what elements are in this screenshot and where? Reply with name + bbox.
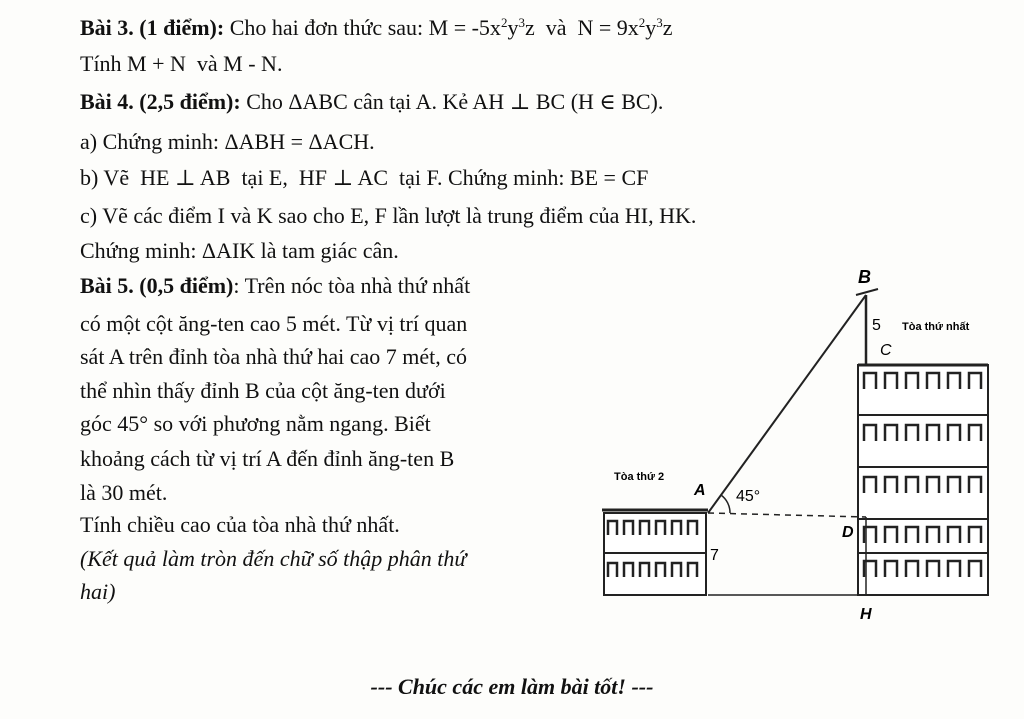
label-d: D [842, 524, 854, 541]
bai4-part-c2: Chứng minh: ΔAIK là tam giác cân. [80, 238, 399, 263]
bai3-and: và [534, 15, 578, 40]
bai5-line-0: Bài 5. (0,5 điểm): Trên nóc tòa nhà thứ nhất [80, 273, 471, 298]
bai5-line-6: là 30 mét. [80, 480, 168, 505]
bai4-text: Cho ΔABC cân tại A. Kẻ AH ⊥ BC (H ∈ BC). [240, 89, 664, 114]
bai4-heading-line [80, 88, 663, 116]
label-c: C [880, 342, 892, 359]
label-a: A [694, 482, 706, 499]
monomial-m: $M = -5x^2y^3z$ [428, 15, 535, 40]
angle-arc [721, 495, 730, 513]
building-2 [602, 510, 708, 595]
bai5-note-1: (Kết quả làm tròn đến chữ số thập phân thứ [80, 546, 467, 571]
label-building2-height: 7 [710, 547, 719, 564]
horizontal-dashed-line [708, 513, 866, 517]
building-1 [858, 365, 988, 595]
sight-line [708, 295, 866, 513]
bai3-text: Cho hai đơn thức sau: [224, 15, 429, 40]
building-2-label: Tòa thứ 2 [614, 471, 665, 483]
bai4-title: Bài 4. (2,5 điểm): [80, 89, 241, 114]
bai5-line-5: khoảng cách từ vị trí A đến đỉnh ăng-ten B [80, 446, 455, 471]
bai5-line-4: góc 45° so với phương nằm ngang. Biết [80, 411, 431, 436]
label-h: H [860, 606, 872, 623]
bai5-note-2: hai) [80, 579, 116, 604]
monomial-n: $N = 9x^2y^3z$ [577, 15, 673, 40]
bai5-line-3: thể nhìn thấy đỉnh B của cột ăng-ten dưới [80, 378, 446, 403]
bai5-line-2: sát A trên đỉnh tòa nhà thứ hai cao 7 mét, có [80, 344, 468, 369]
label-b: B [858, 267, 871, 287]
label-angle: 45° [736, 488, 761, 505]
bai5-line-1: có một cột ăng-ten cao 5 mét. Từ vị trí quan [80, 311, 468, 336]
antenna-tip [856, 289, 878, 295]
bai4-part-a: a) Chứng minh: ΔABH = ΔACH. [80, 129, 375, 154]
bai4-part-b: b) Vẽ HE ⊥ AB tại E, HF ⊥ AC tại F. Chứng minh: BE = CF [80, 165, 649, 190]
bai5-title: Bài 5. (0,5 điểm) [80, 273, 234, 298]
bai3-heading-line [80, 14, 673, 42]
footer-message: --- Chúc các em làm bài tốt! --- [370, 674, 654, 699]
bai3-title: Bài 3. (1 điểm): [80, 15, 225, 40]
buildings-figure [590, 255, 1010, 635]
label-antenna-length: 5 [872, 317, 881, 334]
bai4-part-c: c) Vẽ các điểm I và K sao cho E, F lần lượt là trung điểm của HI, HK. [80, 203, 697, 228]
bai3-task: Tính M + N và M - N. [80, 51, 283, 76]
bai5-line-7: Tính chiều cao của tòa nhà thứ nhất. [80, 512, 400, 537]
building-1-label: Tòa thứ nhất [902, 321, 970, 333]
